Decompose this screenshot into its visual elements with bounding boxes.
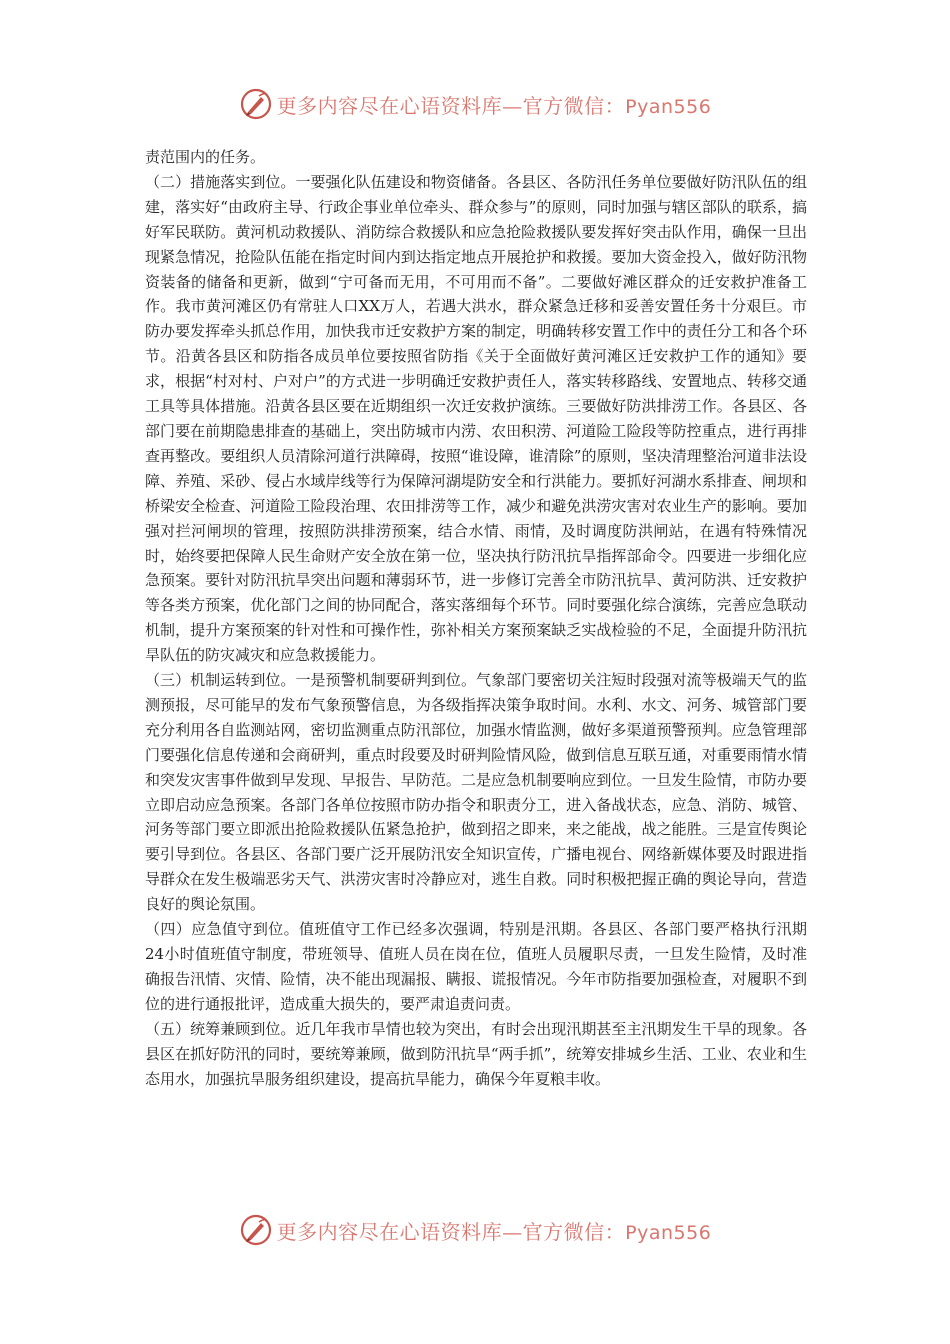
- paragraph: （五）统筹兼顾到位。近几年我市旱情也较为突出，有时会出现汛期甚至主汛期发生干旱的现象。各县区在抓好防汛的同时，要统筹兼顾，做到防汛抗旱“两手抓”，统筹安排城乡生活、工业、农业和生态用水，加强抗旱服务组织建设，提高抗旱能力，确保今年夏粮丰收。: [145, 1019, 807, 1088]
- pen-logo-icon: [239, 1213, 273, 1247]
- paragraph: 责范围内的任务。: [145, 148, 266, 166]
- footer-watermark-banner: [0, 1210, 950, 1250]
- paragraph: （三）机制运转到位。一是预警机制要研判到位。气象部门要密切关注短时段强对流等极端天气的监测预报，尽可能早的发布气象预警信息，为各级指挥决策争取时间。水利、水文、河务、城管部门要充分利用各自监测站网，密切监测重点防汛部位，加强水情监测，做好多渠道预警预判。应急管理部门要强化信息传递和会商研判，重点时段要及时研判险情风险，做到信息互联互通，对重要雨情水情和突发灾害事件做到早发现、早报告、早防范。二是应急机制要响应到位。一旦发生险情，市防办要立即启动应急预案。各部门各单位按照市防办指令和职责分工，进入备战状态，应急、消防、城管、河务等部门要立即派出抢险救援队伍紧急抢护，做到招之即来，来之能战，战之能胜。三是宣传舆论要引导到位。各县区、各部门要广泛开展防汛安全知识宣传，广播电视台、网络新媒体要及时跟进指导群众在发生极端恶劣天气、洪涝灾害时冷静应对，逃生自救。同时积极把握正确的舆论导向，营造良好的舆论氛围。: [145, 671, 807, 914]
- wechat-id: Pyan556: [625, 95, 712, 118]
- wechat-id: Pyan556: [625, 1221, 712, 1244]
- paragraph: （四）应急值守到位。值班值守工作已经多次强调，特别是汛期。各县区、各部门要严格执行汛期24小时值班值守制度，带班领导、值班人员在岗在位，值班人员履职尽责，一旦发生险情，及时准确报告汛情、灾情、险情，决不能出现漏报、瞒报、谎报情况。今年市防指要加强检查，对履职不到位的进行通报批评，造成重大损失的，要严肃追责问责。: [145, 920, 807, 1013]
- banner-text: 更多内容尽在心语资料库—官方微信：Pyan556: [276, 1219, 712, 1244]
- document-body: [145, 145, 807, 1091]
- paragraph: （二）措施落实到位。一要强化队伍建设和物资储备。各县区、各防汛任务单位要做好防汛队伍的组建，落实好“由政府主导、行政企事业单位牵头、群众参与”的原则，同时加强与辖区部队的联系，搞好军民联防。黄河机动救援队、消防综合救援队和应急抢险救援队要发挥好突击队作用，确保一旦出现紧急情况，抢险队伍能在指定时间内到达指定地点开展抢护和救援。要加大资金投入，做好防汛物资装备的储备和更新，做到“宁可备而无用，不可用而不备”。二要做好滩区群众的迁安救护准备工作。我市黄河滩区仍有常驻人口XX万人，若遇大洪水，群众紧急迁移和妥善安置任务十分艰巨。市防办要发挥牵头抓总作用，加快我市迁安救护方案的制定，明确转移安置工作中的责任分工和各个环节。沿黄各县区和防指各成员单位要按照省防指《关于全面做好黄河滩区迁安救护工作的通知》要求，根据“村对村、户对户”的方式进一步明确迁安救护责任人，落实转移路线、安置地点、转移交通工具等具体措施。沿黄各县区要在近期组织一次迁安救护演练。三要做好防洪排涝工作。各县区、各部门要在前期隐患排查的基础上，突出防城市内涝、农田积涝、河道险工险段等防控重点，进行再排查再整改。要组织人员清除河道行洪障碍，按照“谁设障，谁清除”的原则，坚决清理整治河道非法设障、养殖、采砂、侵占水域岸线等行为保障河湖堤防安全和行洪能力。要抓好河湖水系排查、闸坝和桥梁安全检查、河道险工险段治理、农田排涝等工作，减少和避免洪涝灾害对农业生产的影响。要加强对拦河闸坝的管理，按照防洪排涝预案，结合水情、雨情，及时调度防洪闸站，在遇有特殊情况时，始终要把保障人民生命财产安全放在第一位，坚决执行防汛抗旱指挥部命令。四要进一步细化应急预案。要针对防汛抗旱突出问题和薄弱环节，进一步修订完善全市防汛抗旱、黄河防洪、迁安救护等各类方预案，优化部门之间的协同配合，落实落细每个环节。同时要强化综合演练，完善应急联动机制，提升方案预案的针对性和可操作性，弥补相关方案预案缺乏实战检验的不足，全面提升防汛抗旱队伍的防灾减灾和应急救援能力。: [145, 172, 807, 665]
- pen-logo-icon: [239, 87, 273, 121]
- header-watermark-banner: [0, 84, 950, 124]
- banner-text: 更多内容尽在心语资料库—官方微信：Pyan556: [276, 93, 712, 118]
